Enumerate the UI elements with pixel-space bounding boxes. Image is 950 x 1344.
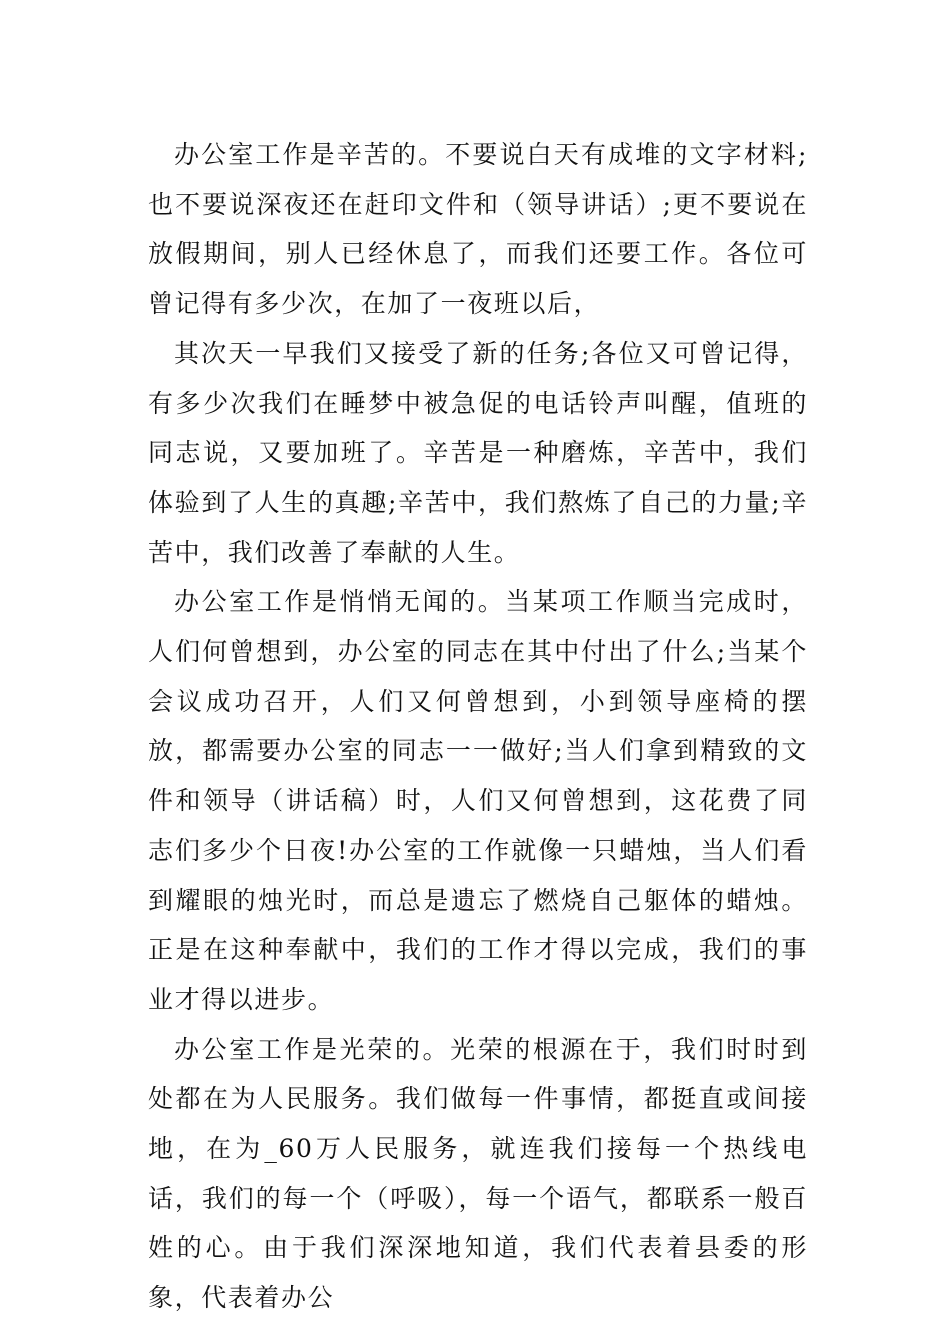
document-body [148,130,808,1323]
paragraph-4: 办公室工作是光荣的。光荣的根源在于，我们时时到处都在为人民服务。我们做每一件事情，都挺直或间接地，在为_60万人民服务，就连我们接每一个热线电话，我们的每一个（呼吸），每一个语气，都联系一般百姓的心。由于我们深深地知道，我们代表着县委的形象，代表着办公 [148,1034,808,1313]
paragraph-3: 办公室工作是悄悄无闻的。当某项工作顺当完成时，人们何曾想到，办公室的同志在其中付出了什么;当某个会议成功召开，人们又何曾想到，小到领导座椅的摆放，都需要办公室的同志一一做好;当人们拿到精致的文件和领导（讲话稿）时，人们又何曾想到，这花费了同志们多少个日夜!办公室的工作就像一只蜡烛，当人们看到耀眼的烛光时，而总是遗忘了燃烧自己躯体的蜡烛。正是在这种奉献中，我们的工作才得以完成，我们的事业才得以进步。 [148,587,808,1014]
paragraph-1: 办公室工作是辛苦的。不要说白天有成堆的文字材料;也不要说深夜还在赶印文件和（领导讲话）;更不要说在放假期间，别人已经休息了，而我们还要工作。各位可曾记得有多少次，在加了一夜班以后， [148,140,808,319]
paragraph-2: 其次天一早我们又接受了新的任务;各位又可曾记得，有多少次我们在睡梦中被急促的电话铃声叫醒，值班的同志说，又要加班了。辛苦是一种磨炼，辛苦中，我们体验到了人生的真趣;辛苦中，我们熬炼了自己的力量;辛苦中，我们改善了奉献的人生。 [148,338,808,567]
